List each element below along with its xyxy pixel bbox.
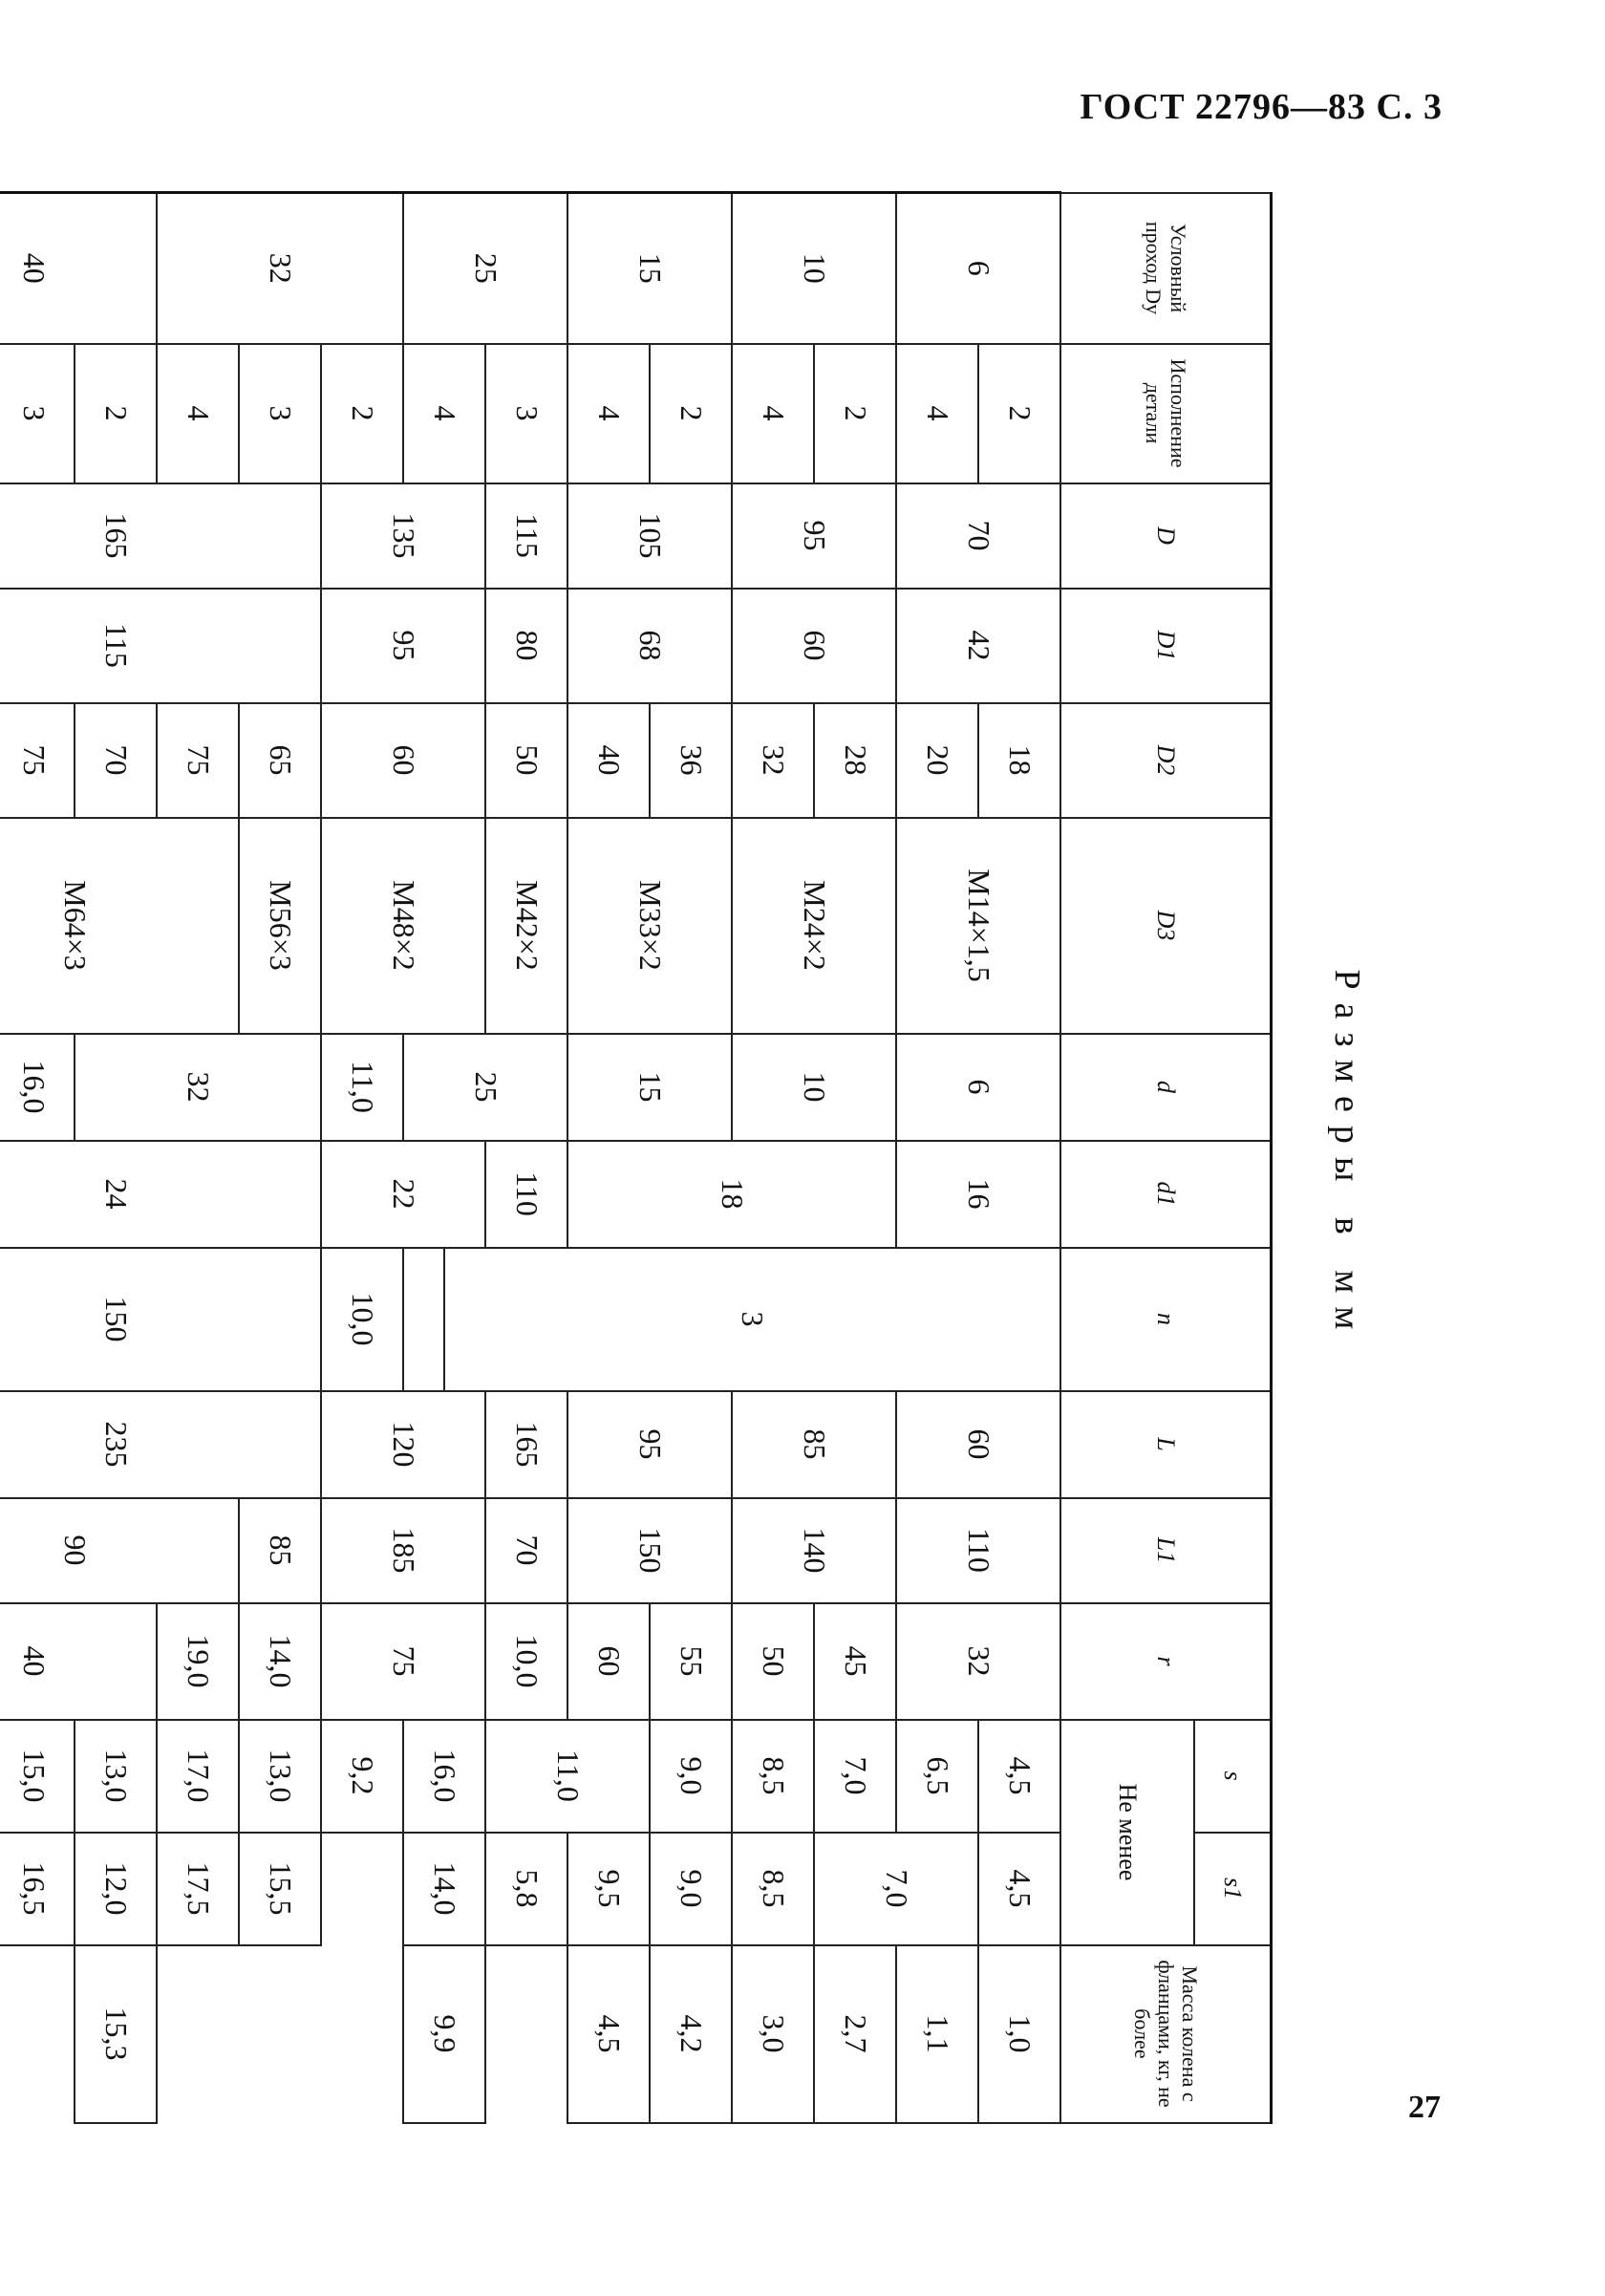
- dimensions-table: [0, 191, 1273, 2124]
- cell-dy: 15: [568, 193, 733, 344]
- cell-dy: 25: [404, 193, 568, 344]
- cell-D3: М14×1,5: [897, 818, 1061, 1034]
- cell-L: 110: [486, 1141, 568, 1248]
- cell-mass: 15,3: [75, 1945, 158, 2123]
- header-s: s: [1195, 1720, 1272, 1833]
- table-caption: Размеры в мм: [1327, 969, 1367, 1343]
- cell-s1: 10,0: [486, 1603, 568, 1720]
- cell-d1: 24: [0, 1141, 322, 1248]
- cell-d: 10: [733, 1034, 897, 1141]
- cell-D2: 20: [897, 703, 979, 818]
- cell-mass: 3,0: [733, 1945, 815, 2123]
- cell-D2: 65: [240, 703, 322, 818]
- cell-mass: 1,1: [897, 1945, 979, 2123]
- cell-L1: 110: [897, 1498, 1061, 1603]
- cell-exec: 2: [979, 344, 1061, 483]
- cell-L: 85: [733, 1391, 897, 1498]
- header-D3: D3: [1061, 818, 1272, 1034]
- cell-L: 150: [0, 1248, 322, 1391]
- cell-r: 75: [322, 1603, 486, 1720]
- cell-L: 95: [568, 1391, 733, 1498]
- cell-s: 19,0: [158, 1603, 240, 1720]
- page-number: 27: [1408, 2090, 1441, 2125]
- cell-D2: 75: [158, 703, 240, 818]
- cell-D1: 95: [322, 589, 486, 703]
- cell-D3: М24×2: [733, 818, 897, 1034]
- cell-d: 32: [75, 1034, 322, 1141]
- cell-s1: 4,5: [979, 1833, 1061, 1945]
- cell-D: 70: [897, 483, 1061, 589]
- cell-s1: 10,0: [322, 1248, 404, 1391]
- cell-dy: 6: [897, 193, 1061, 344]
- header-s1: s1: [1195, 1833, 1272, 1945]
- cell-s1: 7,0: [815, 1833, 979, 1945]
- cell-s1: 17,0: [158, 1720, 240, 1833]
- cell-d1: 22: [322, 1141, 486, 1248]
- cell-d1: 16: [897, 1141, 1061, 1248]
- cell-D: 135: [322, 483, 486, 589]
- cell-exec: 4: [568, 344, 651, 483]
- cell-s1: 13,0: [240, 1720, 322, 1833]
- cell-mass: 4,2: [651, 1945, 733, 2123]
- cell-exec: 3: [240, 344, 322, 483]
- cell-D3: М33×2: [568, 818, 733, 1034]
- header-mass: Масса колена с фланцами, кг, не более: [1061, 1945, 1272, 2123]
- cell-d: 40: [0, 1603, 158, 1720]
- cell-dy: 32: [158, 193, 404, 344]
- cell-r: 32: [897, 1603, 1061, 1720]
- cell-s1: 15,0: [0, 1720, 75, 1833]
- header-D1: D1: [1061, 589, 1272, 703]
- cell-s1: 9,0: [651, 1833, 733, 1945]
- cell-s: 6,5: [897, 1720, 979, 1833]
- cell-D2: 18: [979, 703, 1061, 818]
- cell-s: 14,0: [240, 1603, 322, 1720]
- cell-D1: 68: [568, 589, 733, 703]
- cell-exec: 3: [0, 344, 75, 483]
- cell-exec: 2: [75, 344, 158, 483]
- header-D: D: [1061, 483, 1272, 589]
- cell-exec: 4: [897, 344, 979, 483]
- cell-s: 13,0: [75, 1720, 158, 1833]
- cell-mass: 9,2: [322, 1720, 404, 1833]
- cell-D2: 40: [568, 703, 651, 818]
- cell-D2: 32: [733, 703, 815, 818]
- cell-r: 70: [486, 1498, 568, 1603]
- cell-s: 16,0: [404, 1720, 486, 1833]
- cell-s1: 9,5: [568, 1833, 651, 1945]
- header-execution: Исполнение детали: [1061, 344, 1272, 483]
- cell-r: 50: [733, 1603, 815, 1720]
- cell-D1: 80: [486, 589, 568, 703]
- cell-r: 45: [815, 1603, 897, 1720]
- cell-mass: 15,5: [240, 1833, 322, 1945]
- cell-exec: 4: [733, 344, 815, 483]
- cell-mass: 9,9: [404, 1945, 486, 2123]
- cell-D: 105: [568, 483, 733, 589]
- cell-mass: 4,5: [568, 1945, 651, 2123]
- cell-D2: 28: [815, 703, 897, 818]
- cell-mass: 2,7: [815, 1945, 897, 2123]
- cell-L1: 150: [568, 1498, 733, 1603]
- cell-L: 120: [322, 1391, 486, 1498]
- cell-D2: 50: [486, 703, 568, 818]
- cell-mass: 17,5: [158, 1833, 240, 1945]
- cell-s: 9,0: [651, 1720, 733, 1833]
- cell-s: 11,0: [486, 1720, 651, 1833]
- rotated-table-block: [17, 191, 1395, 2121]
- cell-r: 90: [0, 1498, 240, 1603]
- cell-mass: 5,8: [486, 1833, 568, 1945]
- cell-D1: 42: [897, 589, 1061, 703]
- cell-dy: 40: [0, 193, 158, 344]
- cell-D2: 75: [0, 703, 75, 818]
- cell-L1: 140: [733, 1498, 897, 1603]
- header-L1: L1: [1061, 1498, 1272, 1603]
- cell-D2: 60: [322, 703, 486, 818]
- cell-s: 4,5: [979, 1720, 1061, 1833]
- header-ne-menee: Не менее: [1061, 1720, 1195, 1945]
- cell-d: 15: [568, 1034, 733, 1141]
- cell-r: 60: [568, 1603, 651, 1720]
- cell-s1: 12,0: [75, 1833, 158, 1945]
- header-d1: d1: [1061, 1141, 1272, 1248]
- cell-L1: 235: [0, 1391, 322, 1498]
- cell-D3: М42×2: [486, 818, 568, 1034]
- cell-L1: 185: [322, 1498, 486, 1603]
- cell-D: 115: [486, 483, 568, 589]
- cell-D3: М48×2: [322, 818, 486, 1034]
- cell-D2: 70: [75, 703, 158, 818]
- cell-exec: 3: [486, 344, 568, 483]
- cell-s: 16,0: [0, 1034, 75, 1141]
- cell-mass: 16,5: [0, 1833, 75, 1945]
- cell-L: 60: [897, 1391, 1061, 1498]
- cell-exec: 2: [322, 344, 404, 483]
- cell-exec: 4: [158, 344, 240, 483]
- cell-exec: 2: [815, 344, 897, 483]
- cell-mass: 1,0: [979, 1945, 1061, 2123]
- header-nominal-bore: Условный проход Dу: [1061, 193, 1272, 344]
- page-header: ГОСТ 22796—83 С. 3: [1080, 87, 1443, 127]
- cell-s: 8,5: [733, 1720, 815, 1833]
- cell-exec: 4: [404, 344, 486, 483]
- cell-d: 25: [404, 1034, 568, 1141]
- cell-D2: 36: [651, 703, 733, 818]
- header-d: d: [1061, 1034, 1272, 1141]
- cell-s: 11,0: [322, 1034, 404, 1141]
- cell-L1: 165: [486, 1391, 568, 1498]
- header-L: L: [1061, 1391, 1272, 1498]
- cell-r: 55: [651, 1603, 733, 1720]
- header-D2: D2: [1061, 703, 1272, 818]
- cell-exec: 2: [651, 344, 733, 483]
- cell-s1: 8,5: [733, 1833, 815, 1945]
- cell-r: 85: [240, 1498, 322, 1603]
- cell-n: 3: [445, 1248, 1061, 1391]
- cell-D: 95: [733, 483, 897, 589]
- cell-D1: 60: [733, 589, 897, 703]
- cell-D3: М64×3: [0, 818, 240, 1034]
- cell-dy: 10: [733, 193, 897, 344]
- cell-D3: М56×3: [240, 818, 322, 1034]
- cell-D: 165: [0, 483, 322, 589]
- header-r: r: [1061, 1603, 1272, 1720]
- cell-d1: 18: [568, 1141, 897, 1248]
- cell-s: 7,0: [815, 1720, 897, 1833]
- cell-s1: 14,0: [404, 1833, 486, 1945]
- header-n: n: [1061, 1248, 1272, 1391]
- cell-D1: 115: [0, 589, 322, 703]
- cell-d: 6: [897, 1034, 1061, 1141]
